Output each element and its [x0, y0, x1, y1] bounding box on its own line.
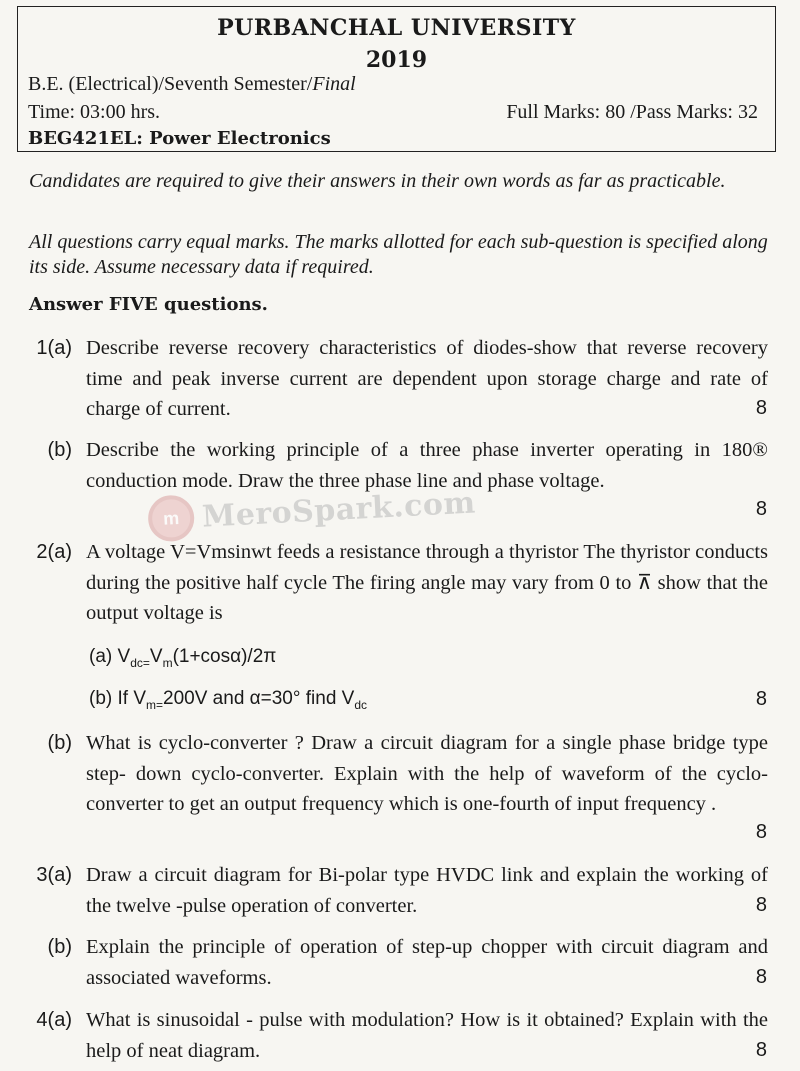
question-text: A voltage V=Vmsinwt feeds a resistance through a thyristor The thyristor conducts during the positive half cycle The firing angle may vary from 0 to ⊼ show that the output voltage is	[86, 541, 768, 624]
question-number: 3(a)	[36, 864, 72, 886]
question-text: What is cyclo-converter ? Draw a circuit diagram for a single phase bridge type step- down cyclo-converter. Explain with the help of waveform of the cyclo-converter to get an output frequency which is one-fourth of input frequency .	[86, 732, 768, 815]
watermark-text: MeroSpark.com	[201, 484, 477, 535]
question-marks: 8	[755, 688, 767, 710]
course-line	[28, 73, 356, 96]
merospark-logo-icon: m	[147, 494, 195, 542]
question-marks: 8	[755, 1039, 767, 1061]
question-number: (b)	[47, 439, 72, 461]
answer-heading: Answer FIVE questions.	[29, 294, 268, 315]
university-name: PURBANCHAL UNIVERSITY	[217, 15, 576, 41]
question-number: 4(a)	[36, 1009, 72, 1031]
question-text: Describe reverse recovery characteristics of diodes-show that reverse recovery time and peak inverse current are dependent upon storage charge and rate of charge of current.	[86, 337, 768, 420]
question-marks: 8	[755, 894, 767, 916]
course-program: B.E. (Electrical)/Seventh Semester/	[28, 73, 313, 95]
question-text: Describe the working principle of a three phase inverter operating in 180® conduction mode. Draw the three phase line and phase voltage.	[86, 439, 768, 492]
instruction-1: Candidates are required to give their answers in their own words as far as practicable.	[29, 170, 726, 192]
question-text: Explain the principle of operation of step-up chopper with circuit diagram and associated waveforms.	[86, 936, 768, 989]
question-marks: 8	[755, 498, 767, 520]
exam-year: 2019	[365, 47, 428, 73]
question-number: (b)	[47, 732, 72, 754]
question-marks: 8	[755, 397, 767, 419]
question-number: 2(a)	[36, 541, 72, 563]
exam-time: Time: 03:00 hrs.	[28, 101, 161, 123]
instruction-2: All questions carry equal marks. The marks allotted for each sub-question is specified along its side. Assume necessary data if required.	[29, 231, 768, 278]
exam-header-box	[17, 6, 776, 152]
course-exam-type: Final	[312, 73, 356, 95]
question-text: Draw a circuit diagram for Bi-polar type HVDC link and explain the working of the twelve -pulse operation of converter.	[86, 864, 768, 917]
formula-vdc: (a) $V_{dc=}V_m(1+\cos\alpha)/2\pi$	[89, 646, 277, 670]
question-marks: 8	[755, 966, 767, 988]
question-text: What is sinusoidal - pulse with modulation? How is it obtained? Explain with the help of neat diagram.	[86, 1009, 768, 1062]
question-number: 1(a)	[36, 337, 72, 359]
question-marks: 8	[755, 821, 767, 843]
subject-code: BEG421EL: Power Electronics	[28, 128, 331, 149]
exam-marks: Full Marks: 80 /Pass Marks: 32	[506, 101, 758, 123]
subquestion-find-vdc: (b) If $V_{m=}200V$ and α=30° find $V_{dc}$	[89, 688, 368, 712]
question-number: (b)	[47, 936, 72, 958]
